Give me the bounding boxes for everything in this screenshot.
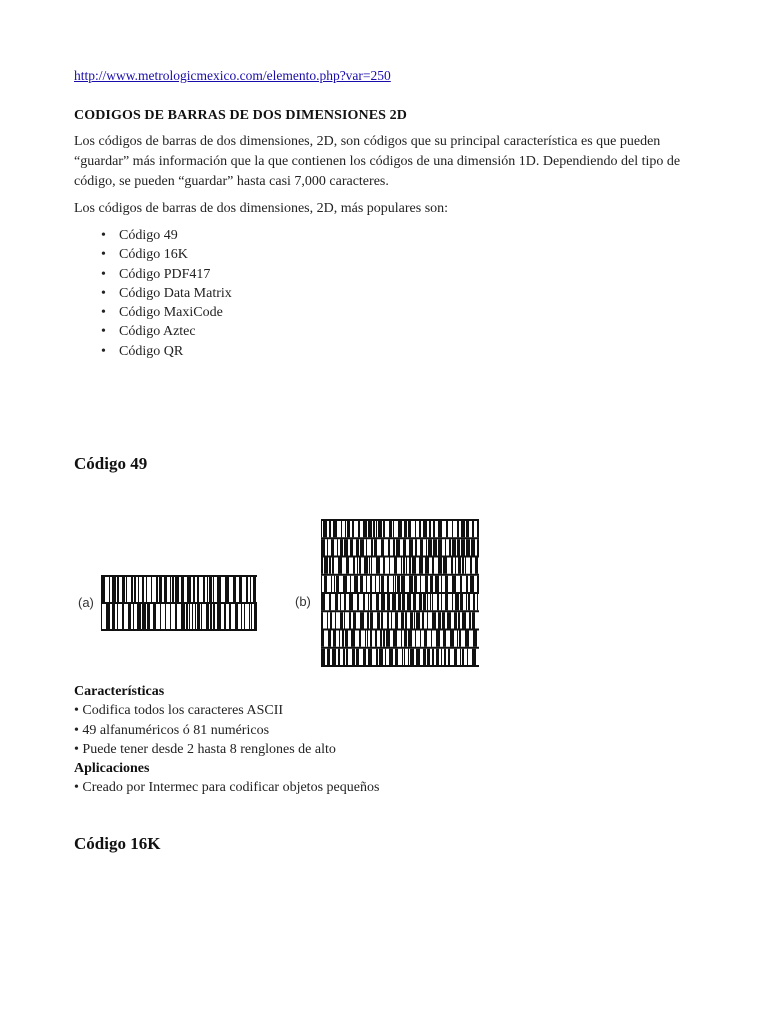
applications-label: Aplicaciones (74, 761, 150, 777)
characteristic-item: • 49 alfanuméricos ó 81 numéricos (74, 722, 270, 738)
source-link[interactable]: http://www.metrologicmexico.com/elemento.php?var=250 (74, 68, 391, 83)
characteristic-item: • Codifica todos los caracteres ASCII (74, 703, 284, 719)
list-item: • Código 16K (74, 245, 232, 264)
code49-eight-row-barcode-image (321, 519, 479, 667)
list-item: • Código PDF417 (74, 265, 232, 284)
code49-heading: Código 49 (74, 454, 148, 473)
list-item: • Código QR (74, 342, 232, 361)
characteristic-item: • Puede tener desde 2 hasta 8 renglones de alto (74, 741, 336, 757)
list-item: • Código MaxiCode (74, 303, 232, 322)
code49-details (74, 682, 379, 798)
application-item: • Creado por Intermec para codificar objetos pequeños (74, 780, 380, 796)
code16k-heading: Código 16K (74, 834, 161, 853)
characteristics-label: Características (74, 684, 165, 699)
list-item: • Código Data Matrix (74, 284, 232, 303)
popular-codes-paragraph: Los códigos de barras de dos dimensiones, 2D, más populares son: (74, 201, 449, 216)
section-title: CODIGOS DE BARRAS DE DOS DIMENSIONES 2D (74, 108, 407, 123)
code49-two-row-barcode-image (101, 575, 257, 631)
code-list (74, 226, 232, 361)
intro-paragraph: Los códigos de barras de dos dimensiones, 2D, son códigos que su principal característica es que pueden “guardar” más información que la que contienen los códigos de una dimensión 1D. Dependiendo del tipo de código, se pueden “guardar” hasta casi 7,000 caracteres. (74, 134, 681, 189)
code49-figure (74, 512, 494, 672)
list-item: • Código Aztec (74, 322, 232, 341)
figure-a-label: (a) (78, 595, 94, 610)
list-item: • Código 49 (74, 226, 232, 245)
figure-b-label: (b) (295, 594, 311, 609)
